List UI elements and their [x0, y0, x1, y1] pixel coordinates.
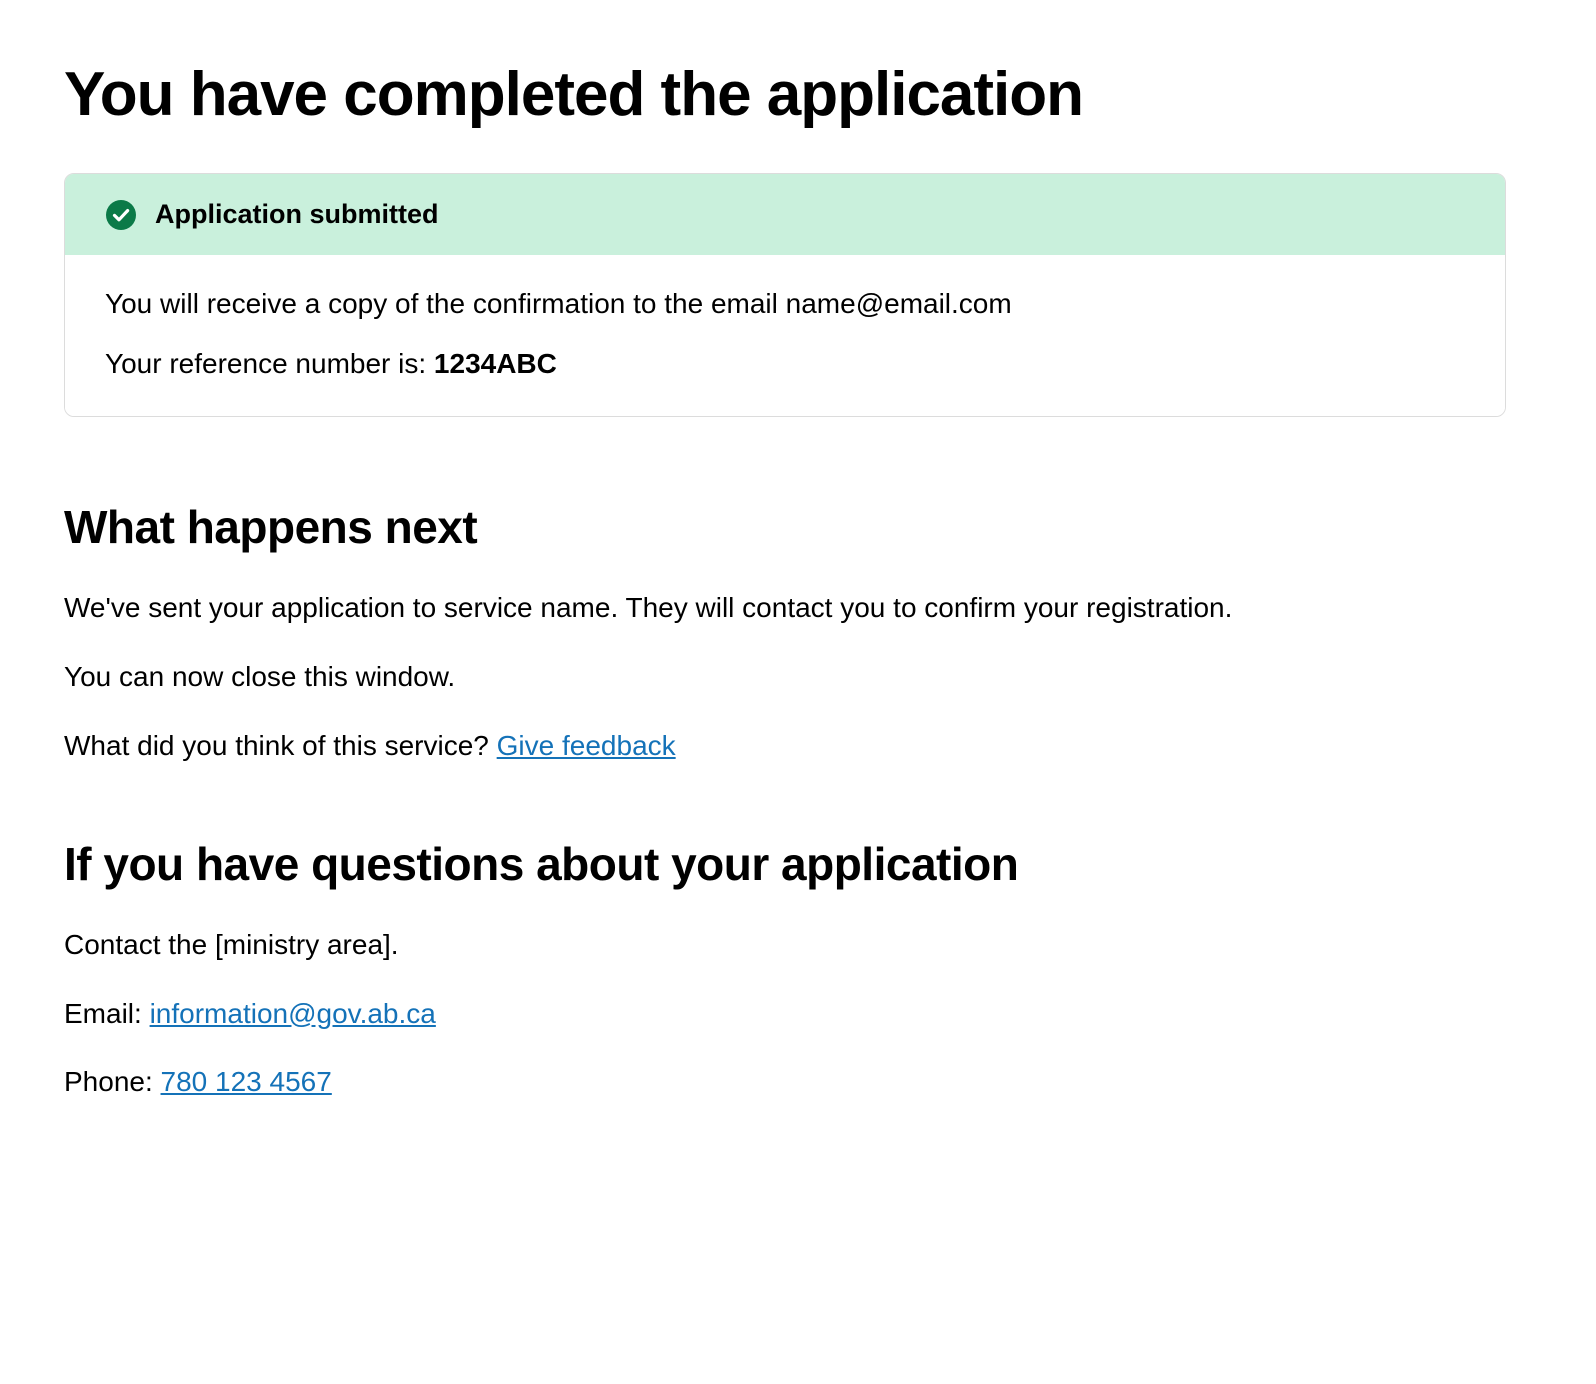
- reference-number-value: 1234ABC: [433, 347, 557, 379]
- contact-email-link[interactable]: information@gov.ab.ca: [149, 997, 436, 1029]
- contact-email-line: [64, 994, 1294, 1035]
- next-steps-paragraph-2: You can now close this window.: [64, 660, 456, 692]
- reference-number-label: Your reference number is:: [105, 347, 434, 379]
- what-happens-next-section: [64, 501, 1532, 766]
- check-circle-icon: [105, 199, 137, 231]
- confirmation-panel: [64, 173, 1506, 417]
- confirmation-email-line: [105, 285, 1465, 323]
- status-badge: Application submitted: [155, 199, 439, 230]
- what-happens-next-heading: What happens next: [64, 501, 478, 554]
- feedback-line: [64, 726, 1294, 767]
- next-steps-paragraph-1: We've sent your application to service name. They will contact you to confirm your registration.: [64, 592, 1233, 624]
- confirmation-panel-body: [65, 255, 1505, 417]
- feedback-prompt: What did you think of this service?: [64, 729, 497, 761]
- questions-heading: If you have questions about your application: [64, 838, 1019, 891]
- contact-email-label: Email:: [64, 997, 150, 1029]
- confirmation-email-value: name@email.com: [785, 287, 1012, 319]
- contact-phone-label: Phone:: [64, 1066, 161, 1098]
- contact-phone-line: [64, 1062, 1294, 1103]
- page-title: You have completed the application: [64, 60, 1084, 129]
- give-feedback-link[interactable]: Give feedback: [496, 729, 676, 761]
- contact-ministry-line: Contact the [ministry area].: [64, 928, 399, 960]
- confirmation-panel-header: [65, 174, 1505, 254]
- questions-section: [64, 838, 1532, 1103]
- confirmation-email-prefix: You will receive a copy of the confirmation to the email: [105, 287, 786, 319]
- reference-number-line: [105, 345, 1465, 383]
- contact-phone-link[interactable]: 780 123 4567: [160, 1066, 332, 1098]
